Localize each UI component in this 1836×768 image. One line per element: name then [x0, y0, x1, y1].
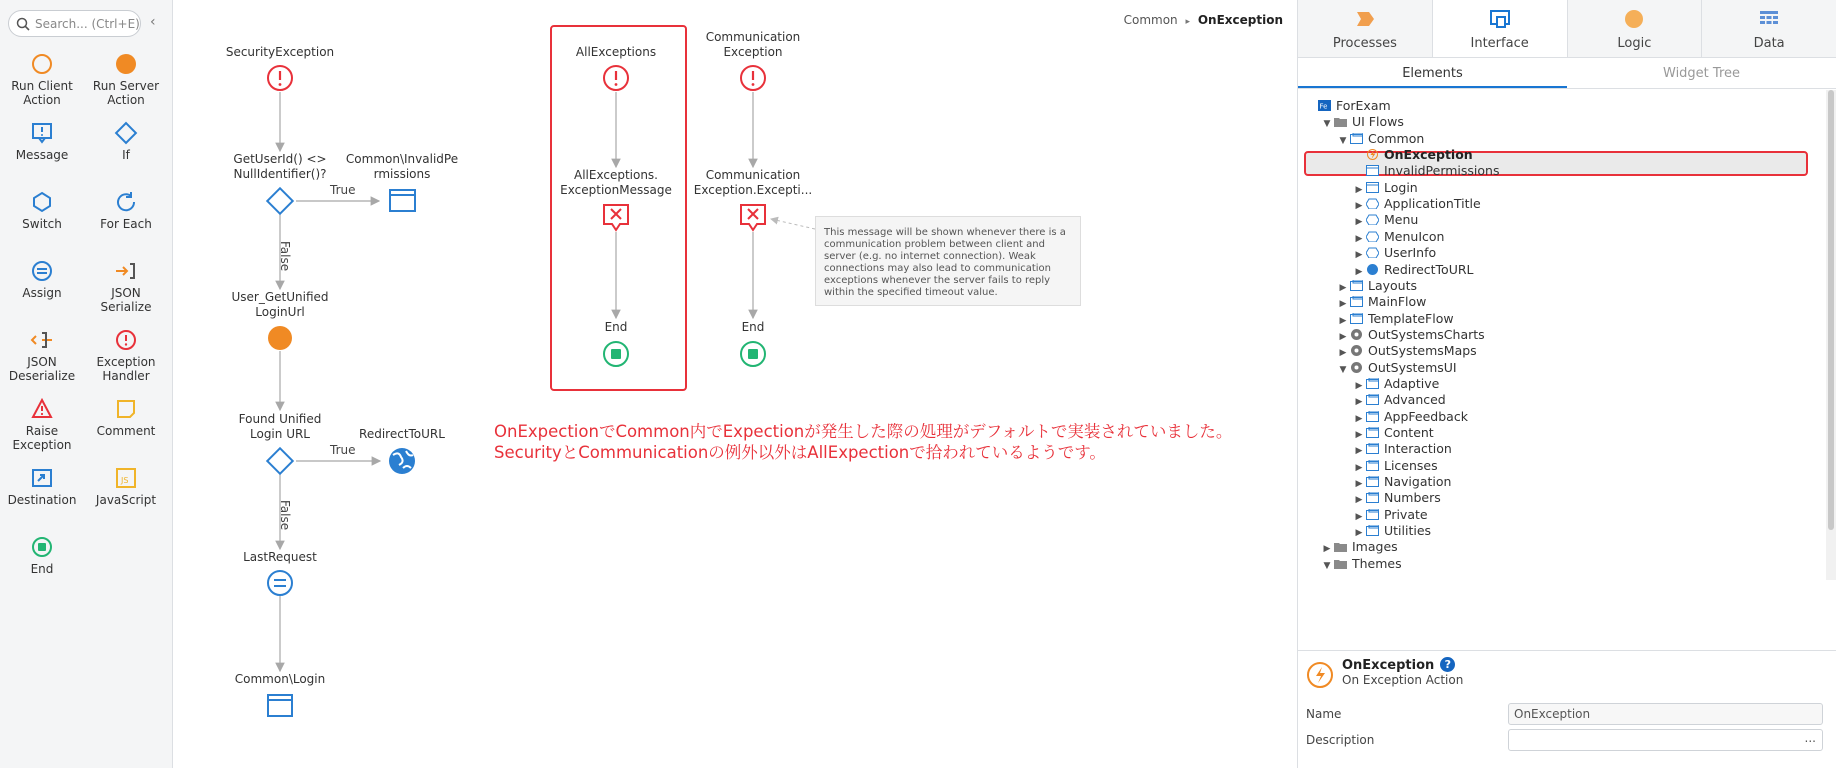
folder-icon — [1334, 541, 1347, 552]
end-icon — [30, 535, 54, 559]
exception-handler-icon — [1306, 661, 1334, 689]
block-icon — [1366, 198, 1379, 209]
description-field[interactable] — [1508, 729, 1823, 751]
tab-widget-tree[interactable]: Widget Tree — [1663, 66, 1740, 81]
flow-icon — [1366, 509, 1379, 520]
node-label-line: Found Unified — [238, 412, 322, 426]
expand-arrow-icon[interactable]: ▶ — [1355, 184, 1363, 195]
expand-arrow-icon[interactable]: ▶ — [1339, 331, 1347, 342]
toolbox-item-label: Comment — [96, 424, 156, 438]
properties-title-text: OnException — [1342, 658, 1435, 673]
help-icon[interactable]: ? — [1440, 657, 1455, 672]
exception-handler-icon — [1366, 149, 1379, 160]
expand-arrow-icon[interactable]: ▶ — [1355, 528, 1363, 539]
tree-item-label: UI Flows — [1352, 114, 1404, 130]
toolbox-item-label: Message — [15, 148, 69, 162]
tree-item-label: Layouts — [1368, 277, 1418, 293]
flow-icon — [1366, 378, 1379, 389]
right-panel — [1298, 0, 1836, 768]
toolbox-item-label: Deserialize — [8, 369, 76, 383]
toolbox-item-label: Exception — [12, 438, 72, 452]
sub-tabs — [1298, 58, 1836, 89]
toolbox-item[interactable] — [84, 52, 168, 107]
tree-item-label: InvalidPermissions — [1384, 163, 1500, 179]
toolbox-item[interactable] — [0, 52, 84, 107]
block-icon — [1366, 214, 1379, 225]
flow-icon — [1366, 427, 1379, 438]
node-label: RedirectToURL — [359, 427, 445, 441]
search-placeholder: Search... (Ctrl+E) — [35, 17, 140, 31]
breadcrumb-current: OnException — [1197, 13, 1283, 27]
data-icon — [1757, 8, 1781, 30]
flow-icon — [1366, 394, 1379, 405]
screen-icon — [1366, 165, 1379, 176]
flow-icon — [1366, 411, 1379, 422]
tab-label: Processes — [1332, 36, 1397, 51]
javascript-icon — [114, 466, 138, 490]
node-label: End — [741, 320, 765, 334]
comment-connector — [771, 219, 815, 229]
interface-icon — [1488, 8, 1512, 30]
toolbox-item[interactable] — [0, 190, 84, 231]
json-deserialize-icon — [30, 328, 54, 352]
run-server-action-icon[interactable] — [268, 326, 292, 350]
expand-arrow-icon[interactable]: ▶ — [1355, 397, 1363, 408]
tree-item-label: OutSystemsUI — [1368, 359, 1457, 375]
tree-item-label: Numbers — [1384, 490, 1441, 506]
node-label-line: NullIdentifier()? — [233, 167, 327, 181]
toolbox-panel — [0, 0, 173, 768]
annotation-line: OnExpectionでCommon内でExpectionが発生した際の処理がデフォルトで実装されていました。 — [494, 422, 1233, 441]
switch-icon — [30, 190, 54, 214]
tab-logic[interactable] — [1568, 0, 1703, 57]
if-diamond-icon[interactable] — [267, 448, 292, 473]
node-label-line: Exception.Excepti... — [693, 183, 813, 197]
exception-handler-icon — [114, 328, 138, 352]
tree-item-label: Advanced — [1384, 392, 1446, 408]
node-label: SecurityException — [225, 45, 335, 59]
tab-label: Interface — [1470, 36, 1529, 51]
toolbox-item-label: JavaScript — [95, 493, 157, 507]
reference-icon — [1350, 362, 1363, 373]
toolbox-item-label: For Each — [100, 217, 152, 231]
toolbox-item-label: Assign — [22, 286, 62, 300]
toolbox-item-label: If — [122, 148, 130, 162]
exception-handler-icon[interactable] — [268, 66, 292, 90]
tree-item-label: OutSystemsCharts — [1368, 326, 1485, 342]
tree-item-label: OnException — [1384, 147, 1473, 163]
tree-item-label: Images — [1352, 539, 1398, 555]
expand-arrow-icon[interactable]: ▶ — [1339, 299, 1347, 310]
run-server-action-icon — [114, 52, 138, 76]
toolbox-item[interactable] — [0, 121, 84, 162]
toolbox-search-input[interactable] — [8, 10, 141, 37]
tree-item-label: Common — [1368, 130, 1425, 146]
node-label: End — [604, 320, 628, 334]
tree-item-label: Content — [1384, 425, 1434, 440]
node-label — [233, 152, 326, 182]
expand-arrow-icon[interactable]: ▶ — [1355, 479, 1363, 490]
globe-icon[interactable] — [389, 448, 415, 474]
name-field[interactable]: OnException — [1508, 703, 1823, 725]
tree-item-label: OutSystemsMaps — [1368, 343, 1477, 359]
expand-arrow-icon[interactable]: ▶ — [1355, 250, 1363, 261]
tree-item-label: ForExam — [1336, 98, 1391, 113]
tree-item-label: Interaction — [1384, 441, 1452, 457]
if-icon — [114, 121, 138, 145]
connector-label: True — [330, 183, 356, 197]
flow-icon — [1366, 443, 1379, 454]
node-label — [706, 30, 801, 60]
node-label-line: ExceptionMessage — [560, 183, 672, 197]
toolbox-item[interactable] — [0, 259, 84, 300]
tree-item-label: RedirectToURL — [1384, 261, 1474, 277]
expand-arrow-icon[interactable]: ▶ — [1355, 233, 1363, 244]
node-label-line: AllExceptions. — [574, 168, 658, 182]
connector-label: False — [278, 500, 292, 531]
expand-arrow-icon[interactable]: ▼ — [1323, 119, 1331, 130]
node-label-line: Communication — [705, 168, 801, 182]
globe-icon — [1366, 264, 1379, 275]
expand-arrow-icon[interactable]: ▶ — [1339, 348, 1347, 359]
expand-arrow-icon[interactable]: ▼ — [1339, 135, 1347, 146]
tree-item-label: Licenses — [1384, 457, 1438, 473]
tree-item-label: ApplicationTitle — [1384, 196, 1481, 212]
toolbox-item-label: Destination — [7, 493, 77, 507]
toolbox-item-label: Action — [107, 93, 145, 107]
raise-exception-icon — [30, 397, 54, 421]
expand-arrow-icon[interactable]: ▼ — [1323, 560, 1331, 571]
node-label — [346, 152, 458, 182]
tab-interface[interactable] — [1433, 0, 1568, 57]
toolbox-item[interactable] — [84, 121, 168, 162]
tree-item-label: Login — [1384, 179, 1418, 195]
tree-item-label: AppFeedback — [1384, 408, 1468, 424]
tree-item-label: Navigation — [1384, 474, 1452, 490]
node-label-line: Communication — [705, 30, 801, 44]
destination-icon — [30, 466, 54, 490]
flow-icon — [1350, 296, 1363, 307]
expand-arrow-icon[interactable]: ▶ — [1339, 315, 1347, 326]
expand-arrow-icon[interactable]: ▶ — [1355, 511, 1363, 522]
toolbox-item[interactable] — [84, 190, 168, 231]
node-label-line: Login URL — [250, 427, 310, 441]
module-icon — [1318, 100, 1331, 111]
elements-tree — [1298, 96, 1836, 650]
toolbox-item[interactable] — [0, 535, 84, 576]
run-client-action-icon — [30, 52, 54, 76]
exception-handler-icon[interactable] — [741, 66, 765, 90]
flow-icon — [1350, 313, 1363, 324]
expand-arrow-icon[interactable]: ▶ — [1355, 413, 1363, 424]
message-icon[interactable] — [741, 205, 765, 230]
block-icon — [1366, 247, 1379, 258]
node-label-line: User_GetUnified — [231, 290, 329, 304]
toolbox-item-label: Exception — [96, 355, 156, 369]
tree-item-themes[interactable] — [1320, 554, 1402, 573]
node-label: Common\Login — [234, 672, 326, 686]
tree-item-label: Adaptive — [1384, 375, 1440, 391]
node-label-line: Common\InvalidPe — [345, 152, 459, 166]
if-diamond-icon[interactable] — [267, 188, 292, 213]
toolbox-item[interactable] — [0, 328, 84, 383]
toolbox-item-label: Action — [23, 93, 61, 107]
node-label — [694, 168, 812, 198]
tab-elements[interactable]: Elements — [1298, 58, 1567, 88]
flow-icon — [1366, 460, 1379, 471]
node-label: AllExceptions — [575, 45, 657, 59]
tab-data[interactable] — [1702, 0, 1836, 57]
tab-label: Logic — [1617, 36, 1652, 51]
message-icon — [30, 121, 54, 145]
scrollbar-thumb[interactable] — [1828, 90, 1834, 530]
node-label-line: GetUserId() <> — [233, 152, 327, 166]
expand-arrow-icon[interactable]: ▶ — [1355, 201, 1363, 212]
tree-item-label: Utilities — [1384, 523, 1432, 539]
description-expand-button[interactable]: ... — [1804, 731, 1816, 745]
node-label — [231, 290, 328, 320]
json-serialize-icon — [114, 259, 138, 283]
tab-label: Data — [1753, 36, 1785, 51]
breadcrumb-parent[interactable]: Common — [1123, 13, 1178, 27]
toolbox-item-label: Raise — [25, 424, 59, 438]
name-label: Name — [1306, 707, 1342, 721]
toolbox-item-label: Run Server — [92, 79, 160, 93]
flow-icon — [1350, 280, 1363, 291]
toolbox-item[interactable] — [84, 466, 168, 507]
flow-icon — [1366, 525, 1379, 536]
flow-diagram — [174, 0, 1298, 768]
connector-label: False — [278, 241, 292, 272]
toolbox-item[interactable] — [84, 397, 168, 438]
assign-icon[interactable] — [268, 571, 292, 595]
svg-text:JS: JS — [121, 476, 129, 485]
block-icon — [1366, 231, 1379, 242]
tree-item-label: Themes — [1352, 555, 1402, 571]
toolbox-item-label: JSON — [111, 286, 141, 300]
search-icon — [16, 17, 30, 31]
folder-icon — [1334, 116, 1347, 127]
toolbox-item[interactable] — [0, 466, 84, 507]
logic-icon — [1622, 8, 1646, 30]
expand-arrow-icon[interactable]: ▶ — [1323, 544, 1331, 555]
tree-scrollbar[interactable] — [1826, 90, 1836, 580]
flow-canvas[interactable] — [174, 0, 1298, 768]
flow-icon — [1366, 492, 1379, 503]
flow-icon — [1350, 133, 1363, 144]
properties-subtitle: On Exception Action — [1342, 673, 1464, 687]
expand-arrow-icon[interactable]: ▶ — [1355, 430, 1363, 440]
processes-icon — [1353, 8, 1377, 30]
tree-item-label: UserInfo — [1384, 245, 1437, 261]
toolbox-item-label: Serialize — [100, 300, 152, 314]
node-label: LastRequest — [243, 550, 317, 564]
node-label-line: Exception — [723, 45, 783, 59]
tree-item-label: MenuIcon — [1384, 228, 1445, 244]
expand-arrow-icon[interactable]: ▼ — [1339, 364, 1347, 375]
toolbox-item-label: Handler — [102, 369, 150, 383]
connector-label: True — [330, 443, 356, 457]
toolbox-item[interactable] — [84, 259, 168, 314]
expand-arrow-icon[interactable]: ▶ — [1339, 282, 1347, 293]
flow-icon — [1366, 476, 1379, 487]
toolbox-item-label: Run Client — [11, 79, 73, 93]
toolbox-item[interactable] — [0, 397, 84, 452]
expand-arrow-icon[interactable]: ▶ — [1355, 266, 1363, 277]
collapse-toolbox-button[interactable]: ‹ — [150, 14, 156, 30]
toolbox-item-label: End — [30, 562, 54, 576]
expand-arrow-icon[interactable]: ▶ — [1355, 446, 1363, 457]
expand-arrow-icon[interactable]: ▶ — [1355, 495, 1363, 506]
reference-icon — [1350, 345, 1363, 356]
screen-icon — [1366, 182, 1379, 193]
layer-tabs — [1298, 0, 1836, 58]
tree-item-label: Private — [1384, 506, 1428, 522]
node-label-line: LoginUrl — [255, 305, 305, 319]
breadcrumb-separator: ▸ — [1185, 17, 1190, 27]
toolbox-item-label: JSON — [27, 355, 57, 369]
svg-text:Fe: Fe — [1319, 102, 1328, 111]
reference-icon — [1350, 329, 1363, 340]
tree-item-label: TemplateFlow — [1368, 310, 1454, 326]
tree-item-label: Menu — [1384, 212, 1419, 228]
assign-icon — [30, 259, 54, 283]
expand-arrow-icon[interactable]: ▶ — [1355, 462, 1363, 473]
screen-destination-icon[interactable] — [390, 190, 415, 211]
comment-icon — [114, 397, 138, 421]
for-each-icon — [114, 190, 138, 214]
screen-destination-icon[interactable] — [268, 695, 292, 716]
folder-icon — [1334, 558, 1347, 569]
tree-item-label: MainFlow — [1368, 294, 1427, 310]
properties-title — [1342, 657, 1455, 673]
node-label-line: rmissions — [373, 167, 431, 181]
tab-processes[interactable] — [1298, 0, 1433, 57]
expand-arrow-icon[interactable]: ▶ — [1355, 380, 1363, 391]
highlight-box — [550, 25, 687, 391]
expand-arrow-icon[interactable]: ▶ — [1355, 217, 1363, 228]
toolbox-item-label: Switch — [22, 217, 62, 231]
node-label — [239, 412, 322, 442]
toolbox-item[interactable] — [84, 328, 168, 383]
comment-note[interactable]: This message will be shown whenever there is a communication problem between client and server (e.g. no internet connection). Weak connections may also lead to communication exceptions whenever the server fails to reply within the specified timeout value. — [815, 216, 1081, 306]
end-icon[interactable] — [741, 342, 765, 366]
annotation-text — [494, 421, 1232, 463]
annotation-line: SecurityとCommunicationの例外以外はAllExpectionで拾われているようです。 — [494, 443, 1106, 462]
description-label: Description — [1306, 733, 1375, 747]
properties-panel — [1298, 650, 1836, 768]
